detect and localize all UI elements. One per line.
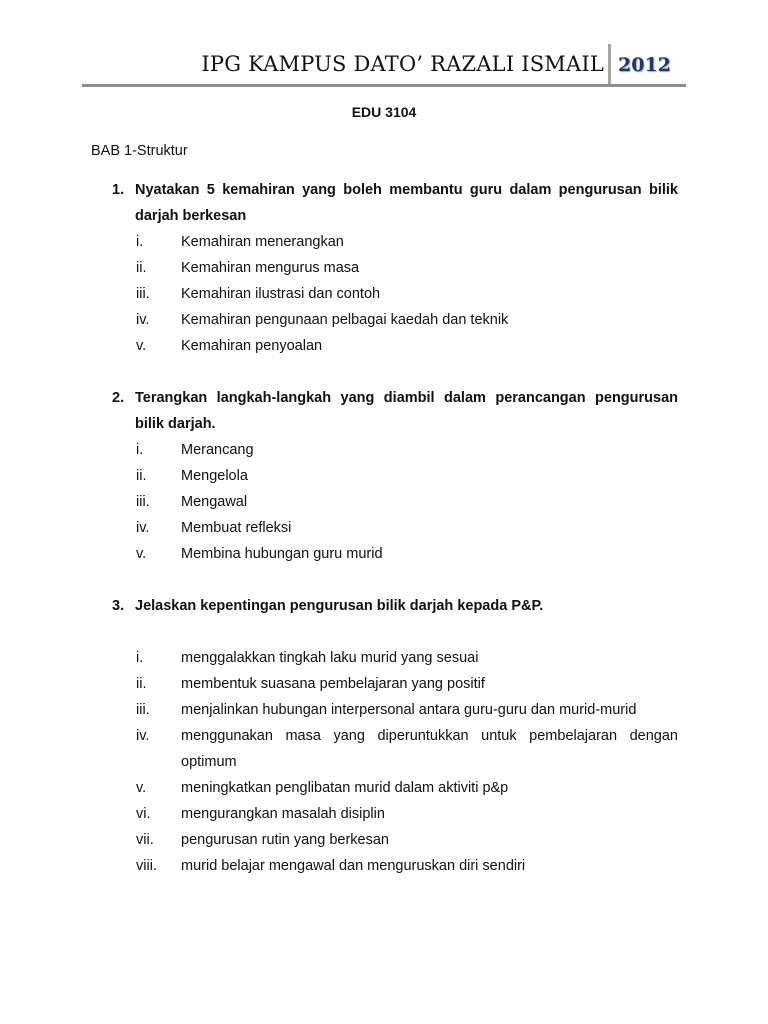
question-number: 2. <box>112 390 125 406</box>
question-2 <box>112 385 678 567</box>
question-number: 3. <box>112 598 125 614</box>
question-text: Nyatakan 5 kemahiran yang boleh membantu guru dalam pengurusan bilik darjah berkesan <box>135 182 678 224</box>
answer-text: menggalakkan tingkah laku murid yang sesuai <box>181 650 479 666</box>
answer-text: Merancang <box>181 442 254 458</box>
answer-text: menjalinkan hubungan interpersonal antara guru-guru dan murid-murid <box>181 702 637 718</box>
answer-item <box>112 723 678 775</box>
question-number: 1. <box>112 182 125 198</box>
institution-title: IPG KAMPUS DATO’ RAZALI ISMAIL <box>201 52 604 76</box>
header-divider <box>608 44 611 85</box>
header-year: 2012 <box>618 54 671 76</box>
answer-text: mengurangkan masalah disiplin <box>181 806 385 822</box>
answer-text: Membina hubungan guru murid <box>181 546 383 562</box>
page-header <box>82 40 686 88</box>
answer-numeral: viii. <box>136 858 157 874</box>
answer-item <box>112 489 678 515</box>
answer-text: Kemahiran mengurus masa <box>181 260 360 276</box>
answer-item <box>112 775 678 801</box>
answer-text: membentuk suasana pembelajaran yang positif <box>181 676 485 692</box>
answer-list <box>112 437 678 567</box>
answer-item <box>112 671 678 697</box>
answer-text: meningkatkan penglibatan murid dalam aktiviti p&p <box>181 780 509 796</box>
course-code: EDU 3104 <box>351 104 417 120</box>
answer-text: murid belajar mengawal dan menguruskan diri sendiri <box>181 858 526 874</box>
question-3 <box>112 593 678 879</box>
answer-numeral: i. <box>136 442 144 458</box>
answer-numeral: v. <box>136 780 147 796</box>
answer-text: pengurusan rutin yang berkesan <box>181 832 389 848</box>
answer-list <box>112 645 678 879</box>
answer-item <box>112 333 678 359</box>
answer-numeral: vii. <box>136 832 154 848</box>
answer-item <box>112 281 678 307</box>
answer-item <box>112 437 678 463</box>
answer-item <box>112 801 678 827</box>
answer-text: Mengawal <box>181 494 248 510</box>
answer-item <box>112 827 678 853</box>
answer-numeral: ii. <box>136 468 147 484</box>
answer-item <box>112 515 678 541</box>
answer-numeral: v. <box>136 338 147 354</box>
answer-item <box>112 463 678 489</box>
answer-item <box>112 645 678 671</box>
answer-item <box>112 229 678 255</box>
answer-text: Membuat refleksi <box>181 520 292 536</box>
question-text: Terangkan langkah-langkah yang diambil dalam perancangan pengurusan bilik darjah. <box>135 390 678 432</box>
answer-item <box>112 697 678 723</box>
answer-text: Mengelola <box>181 468 248 484</box>
answer-numeral: v. <box>136 546 147 562</box>
answer-text: Kemahiran menerangkan <box>181 234 344 250</box>
answer-item <box>112 853 678 879</box>
spacer <box>112 619 678 645</box>
answer-item <box>112 541 678 567</box>
answer-numeral: ii. <box>136 676 147 692</box>
answer-text: menggunakan masa yang diperuntukkan untuk pembelajaran dengan optimum <box>181 728 678 770</box>
header-rule <box>82 84 686 87</box>
answer-numeral: iii. <box>136 494 150 510</box>
answer-text: Kemahiran penyoalan <box>181 338 323 354</box>
answer-numeral: iv. <box>136 728 150 744</box>
answer-numeral: iii. <box>136 286 150 302</box>
answer-list <box>112 229 678 359</box>
answer-numeral: iv. <box>136 520 150 536</box>
answer-item <box>112 255 678 281</box>
answer-item <box>112 307 678 333</box>
answer-numeral: iii. <box>136 702 150 718</box>
answer-numeral: i. <box>136 234 144 250</box>
chapter-heading: BAB 1-Struktur <box>91 143 188 159</box>
answer-numeral: i. <box>136 650 144 666</box>
answer-numeral: vi. <box>136 806 151 822</box>
question-text: Jelaskan kepentingan pengurusan bilik darjah kepada P&P. <box>135 598 544 614</box>
answer-text: Kemahiran pengunaan pelbagai kaedah dan teknik <box>181 312 509 328</box>
answer-numeral: ii. <box>136 260 147 276</box>
answer-text: Kemahiran ilustrasi dan contoh <box>181 286 381 302</box>
question-1 <box>112 177 678 359</box>
answer-numeral: iv. <box>136 312 150 328</box>
